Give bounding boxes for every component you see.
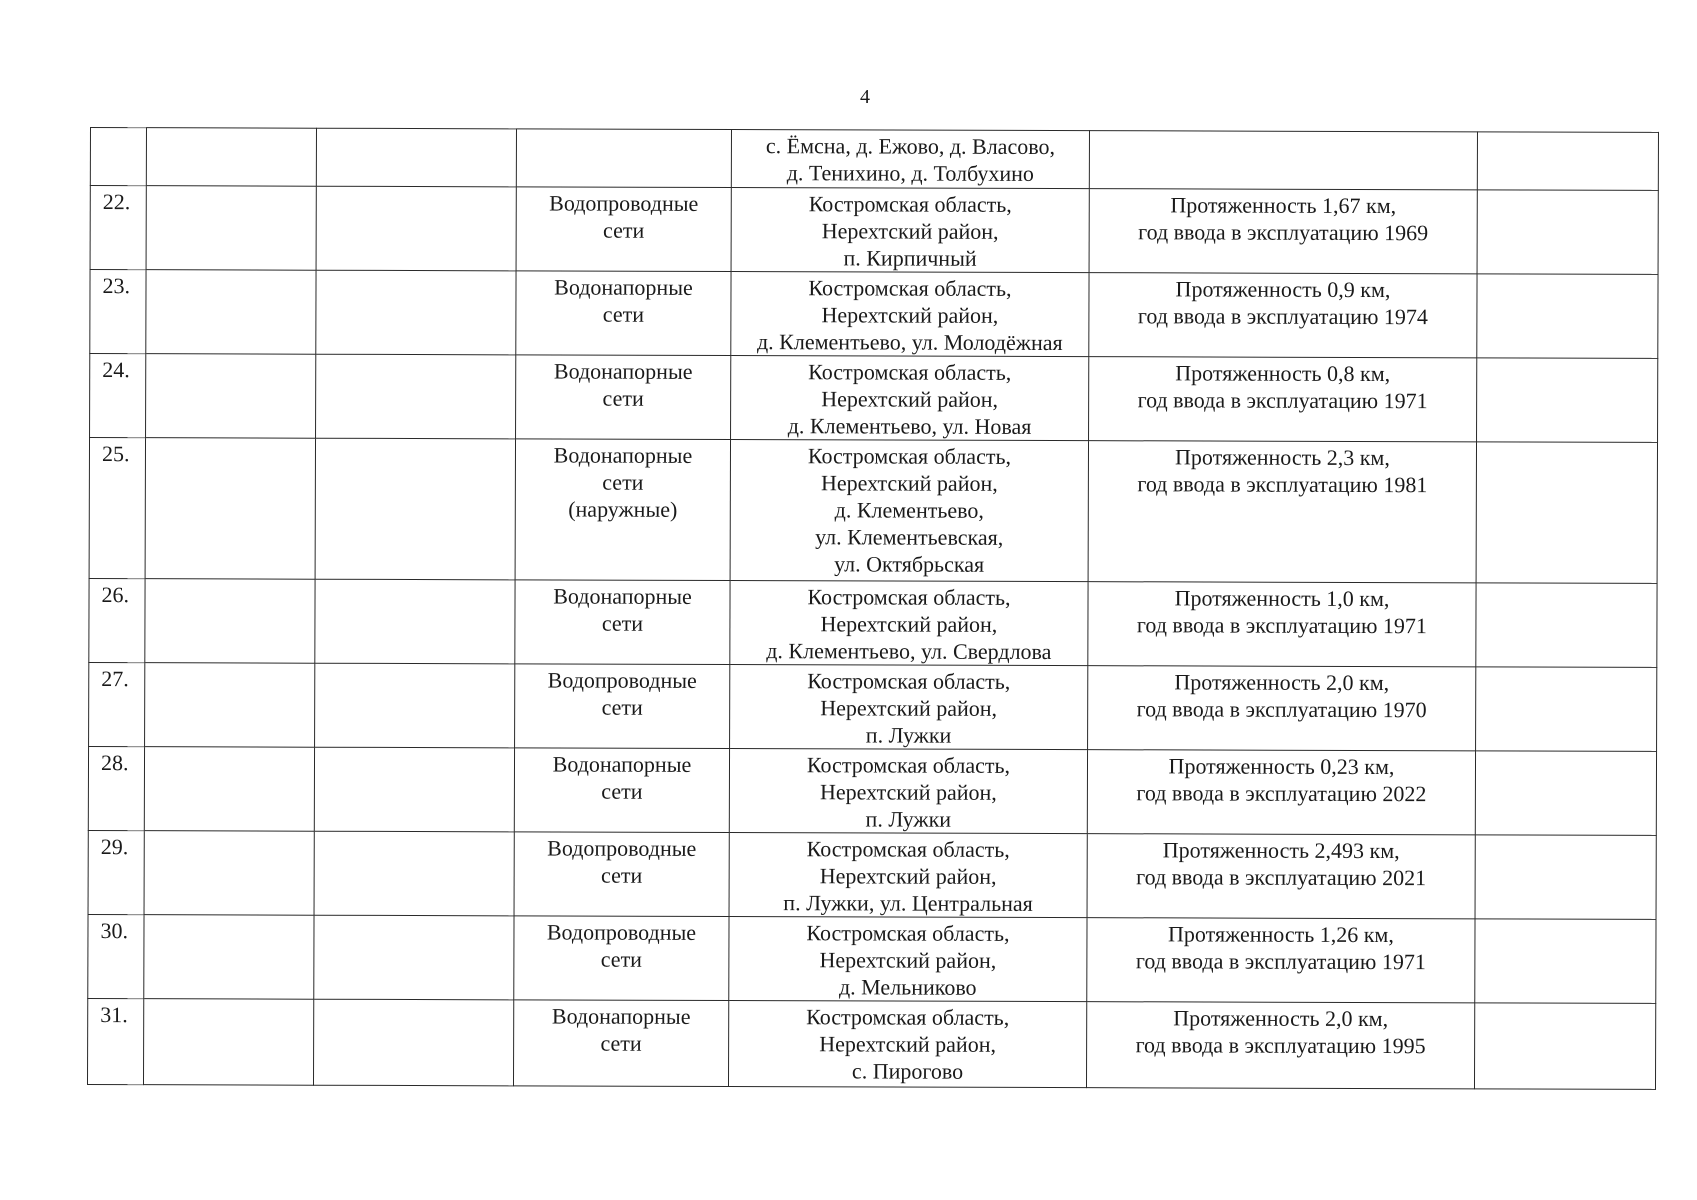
cell-characteristics: Протяженность 0,8 км, год ввода в эксплуатацию 1971: [1089, 357, 1477, 442]
cell-address: Костромская область, Нерехтский район, п. Лужки: [730, 665, 1088, 750]
cell-characteristics: Протяженность 1,67 км, год ввода в эксплуатацию 1969: [1089, 189, 1477, 274]
cell-characteristics: Протяженность 2,0 км, год ввода в эксплуатацию 1970: [1088, 666, 1476, 751]
cell-blank: [316, 354, 516, 439]
cell-num: 24.: [90, 354, 146, 438]
cell-blank: [146, 270, 316, 355]
register-body: [87, 128, 1658, 1090]
cell-address: Костромская область, Нерехтский район, д. Клементьево, ул. Клементьевская, ул. Октябрьская: [730, 440, 1088, 582]
cell-note: [1477, 358, 1658, 443]
cell-address: Костромская область, Нерехтский район, д. Клементьево, ул. Новая: [731, 356, 1089, 441]
cell-characteristics: Протяженность 1,0 км, год ввода в эксплуатацию 1971: [1088, 582, 1476, 667]
cell-blank: [146, 186, 316, 271]
cell-num: 30.: [88, 914, 144, 998]
cell-address: Костромская область, Нерехтский район, д. Клементьево, ул. Молодёжная: [731, 272, 1089, 357]
cell-name: Водонапорные сети (наружные): [515, 439, 730, 581]
cell-name: Водонапорные сети: [515, 580, 730, 665]
cell-num: 29.: [88, 830, 144, 914]
cell-blank: [313, 999, 513, 1086]
table-row: [90, 354, 1658, 443]
cell-blank: [146, 354, 316, 439]
cell-num: 23.: [90, 270, 146, 354]
table-row: [87, 998, 1655, 1089]
cell-note: [1474, 1003, 1655, 1090]
table-row-continued: [90, 128, 1658, 191]
cell-blank: [316, 128, 516, 187]
cell-num: 25.: [89, 438, 145, 579]
cell-name: Водопроводные сети: [514, 832, 729, 917]
table-row: [89, 662, 1657, 751]
cell-num: 27.: [89, 662, 145, 746]
cell-name: Водонапорные сети: [516, 271, 731, 356]
cell-name: [516, 129, 731, 188]
cell-blank: [314, 831, 514, 916]
table-row: [89, 438, 1657, 584]
cell-address: Костромская область, Нерехтский район, с. Пирогово: [728, 1001, 1086, 1088]
cell-note: [1476, 442, 1657, 584]
cell-name: Водопроводные сети: [515, 664, 730, 749]
cell-blank: [315, 663, 515, 748]
table-row: [89, 578, 1657, 667]
cell-address: Костромская область, Нерехтский район, д. Мельниково: [729, 917, 1087, 1002]
cell-note: [1475, 751, 1656, 836]
cell-characteristics: Протяженность 2,493 км, год ввода в эксплуатацию 2021: [1087, 834, 1475, 919]
cell-name: Водопроводные сети: [514, 916, 729, 1001]
cell-characteristics: Протяженность 0,23 км, год ввода в эксплуатацию 2022: [1087, 750, 1475, 835]
table-row: [88, 914, 1656, 1003]
cell-characteristics: [1089, 131, 1477, 190]
cell-blank: [315, 438, 515, 580]
cell-name: Водонапорные сети: [516, 355, 731, 440]
cell-blank: [144, 831, 314, 916]
cell-note: [1475, 919, 1656, 1004]
cell-blank: [314, 747, 514, 832]
cell-address: Костромская область, Нерехтский район, п. Лужки, ул. Центральная: [729, 833, 1087, 918]
cell-blank: [146, 128, 316, 187]
cell-note: [1477, 132, 1658, 191]
cell-blank: [145, 663, 315, 748]
cell-blank: [314, 915, 514, 1000]
cell-blank: [143, 999, 313, 1086]
cell-blank: [316, 186, 516, 271]
cell-characteristics: Протяженность 2,0 км, год ввода в эксплуатацию 1995: [1086, 1002, 1474, 1089]
cell-num: 26.: [89, 578, 145, 662]
cell-address: Костромская область, Нерехтский район, п. Лужки: [729, 749, 1087, 834]
table-row: [88, 746, 1656, 835]
property-register-table: [87, 127, 1659, 1090]
cell-note: [1475, 835, 1656, 920]
cell-num: 22.: [90, 186, 146, 270]
cell-characteristics: Протяженность 1,26 км, год ввода в эксплуатацию 1971: [1087, 918, 1475, 1003]
cell-address: Костромская область, Нерехтский район, п. Кирпичный: [731, 188, 1089, 273]
table-row: [88, 830, 1656, 919]
cell-blank: [316, 270, 516, 355]
cell-address: с. Ёмсна, д. Ежово, д. Власово, д. Тенихино, д. Толбухино: [731, 130, 1089, 189]
cell-blank: [145, 438, 315, 580]
cell-name: Водопроводные сети: [516, 187, 731, 272]
cell-num: [90, 128, 146, 186]
cell-note: [1477, 190, 1658, 275]
cell-characteristics: Протяженность 0,9 км, год ввода в эксплуатацию 1974: [1089, 273, 1477, 358]
cell-name: Водонапорные сети: [513, 1000, 728, 1087]
cell-note: [1476, 583, 1657, 668]
cell-blank: [145, 579, 315, 664]
table-row: [90, 186, 1658, 275]
cell-name: Водонапорные сети: [514, 748, 729, 833]
cell-blank: [144, 915, 314, 1000]
cell-blank: [144, 747, 314, 832]
cell-characteristics: Протяженность 2,3 км, год ввода в эксплуатацию 1981: [1088, 441, 1476, 583]
cell-note: [1476, 667, 1657, 752]
page-number: 4: [860, 86, 870, 108]
cell-note: [1477, 274, 1658, 359]
cell-num: 31.: [87, 998, 143, 1084]
table-row: [90, 270, 1658, 359]
cell-address: Костромская область, Нерехтский район, д. Клементьево, ул. Свердлова: [730, 581, 1088, 666]
cell-blank: [315, 579, 515, 664]
cell-num: 28.: [88, 746, 144, 830]
